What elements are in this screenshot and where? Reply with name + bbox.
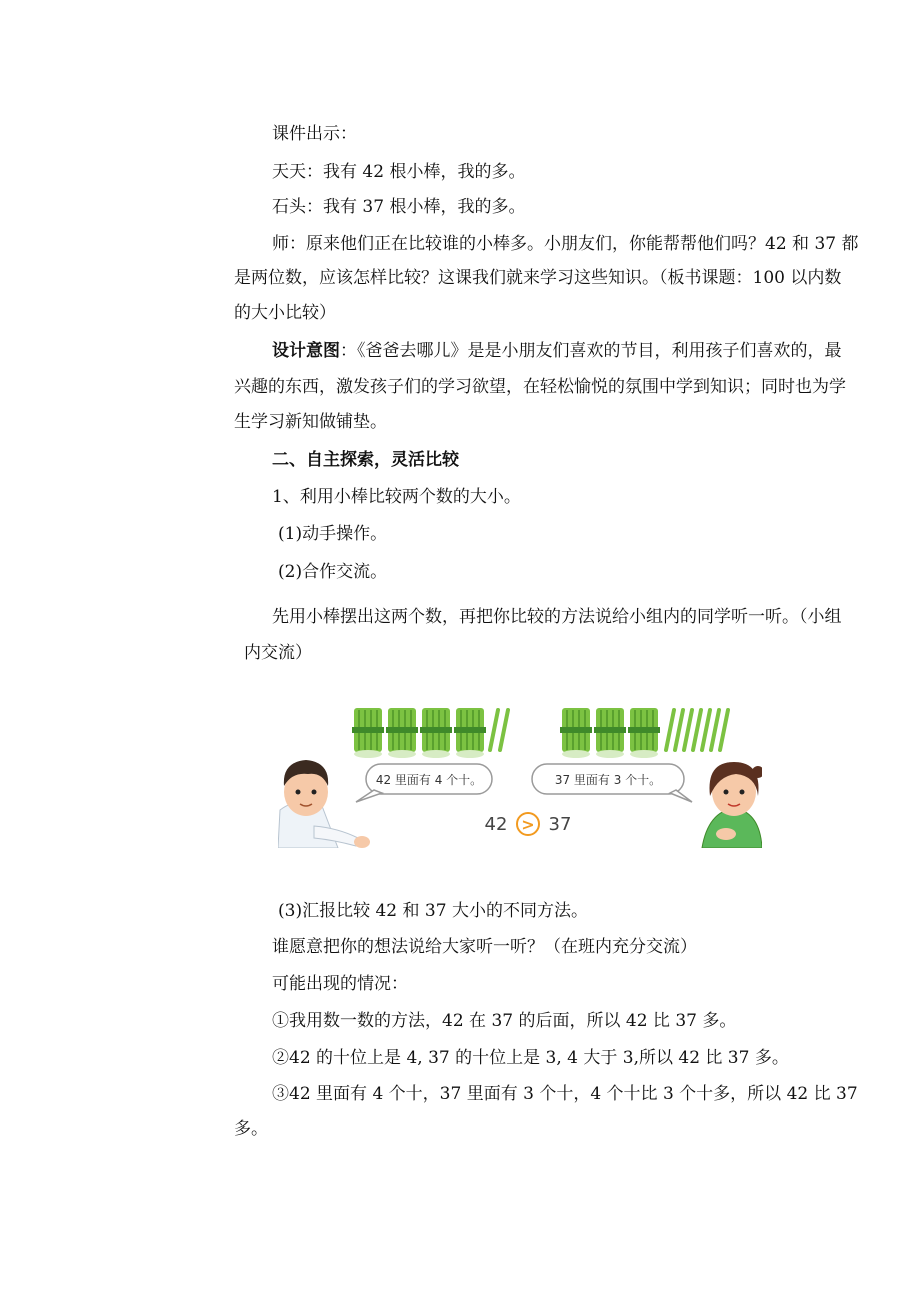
section-heading: 二、自主探索，灵活比较 bbox=[272, 450, 459, 470]
text-line: 课件出示： bbox=[272, 124, 357, 144]
text-line: (3)汇报比较 42 和 37 大小的不同方法。 bbox=[278, 901, 588, 921]
text-line: 师：原来他们正在比较谁的小棒多。小朋友们，你能帮帮他们吗？42 和 37 都 bbox=[272, 234, 859, 254]
single-stick bbox=[684, 710, 692, 750]
speech-bubble-right bbox=[532, 764, 692, 802]
boy-illustration bbox=[278, 760, 370, 848]
bundle-left-1 bbox=[352, 708, 384, 758]
text-line: 多。 bbox=[234, 1119, 268, 1139]
text-line: 是两位数，应该怎样比较？这课我们就来学习这些知识。（板书课题：100 以内数 bbox=[234, 268, 842, 288]
text-line: 生学习新知做铺垫。 bbox=[234, 412, 387, 432]
sticks-comparison-illustration bbox=[278, 700, 762, 848]
single-stick bbox=[500, 710, 508, 750]
compare-right-number: 37 bbox=[548, 814, 572, 835]
design-intent-text: 《爸爸去哪儿》是是小朋友们喜欢的节目，利用孩子们喜欢的，最 bbox=[357, 341, 842, 361]
text-line: 内交流） bbox=[244, 643, 312, 663]
compare-left-number: 42 bbox=[484, 814, 508, 835]
bubble-right-text: 37 里面有 3 个十。 bbox=[554, 773, 662, 787]
compare-sign: > bbox=[521, 815, 535, 834]
text-line: 先用小棒摆出这两个数，再把你比较的方法说给小组内的同学听一听。（小组 bbox=[272, 607, 842, 627]
text-line: ②42 的十位上是 4, 37 的十位上是 3, 4 大于 3,所以 42 比 37 多。 bbox=[272, 1048, 789, 1068]
text-line: (2)合作交流。 bbox=[278, 562, 388, 582]
text-line: 谁愿意把你的想法说给大家听一听？（在班内充分交流） bbox=[272, 937, 697, 957]
text-line: ③42 里面有 4 个十，37 里面有 3 个十，4 个十比 3 个十多，所以 42 比 37 bbox=[272, 1084, 858, 1104]
text-line: 可能出现的情况： bbox=[272, 974, 408, 994]
text-line: 兴趣的东西，激发孩子们的学习欲望，在轻松愉悦的氛围中学到知识；同时也为学 bbox=[234, 377, 846, 397]
design-intent-label: 设计意图 bbox=[272, 341, 340, 361]
single-stick bbox=[693, 710, 701, 750]
text-line: 的大小比较） bbox=[234, 303, 336, 323]
speech-bubble-left bbox=[356, 764, 492, 802]
single-stick bbox=[711, 710, 719, 750]
text-line: (1)动手操作。 bbox=[278, 524, 388, 544]
text-line: 石头：我有 37 根小棒，我的多。 bbox=[272, 197, 526, 217]
single-stick bbox=[666, 710, 674, 750]
comparison-expression bbox=[485, 813, 572, 835]
left-stick-bundles bbox=[352, 708, 508, 758]
bundle-right-1 bbox=[560, 708, 592, 758]
design-intent-colon: ： bbox=[340, 341, 357, 361]
bundle-left-4 bbox=[454, 708, 486, 758]
single-stick bbox=[702, 710, 710, 750]
bundle-left-2 bbox=[386, 708, 418, 758]
text-line: 1、利用小棒比较两个数的大小。 bbox=[272, 487, 521, 507]
bubble-left-text: 42 里面有 4 个十。 bbox=[375, 773, 483, 787]
text-line: ①我用数一数的方法，42 在 37 的后面，所以 42 比 37 多。 bbox=[272, 1011, 737, 1031]
single-stick bbox=[720, 710, 728, 750]
design-intent-line bbox=[272, 341, 842, 361]
single-stick bbox=[490, 710, 498, 750]
bundle-right-2 bbox=[594, 708, 626, 758]
bundle-right-3 bbox=[628, 708, 660, 758]
girl-illustration bbox=[702, 762, 762, 848]
bundle-left-3 bbox=[420, 708, 452, 758]
right-stick-bundles bbox=[560, 708, 728, 758]
single-stick bbox=[675, 710, 683, 750]
text-line: 天天：我有 42 根小棒，我的多。 bbox=[272, 162, 526, 182]
